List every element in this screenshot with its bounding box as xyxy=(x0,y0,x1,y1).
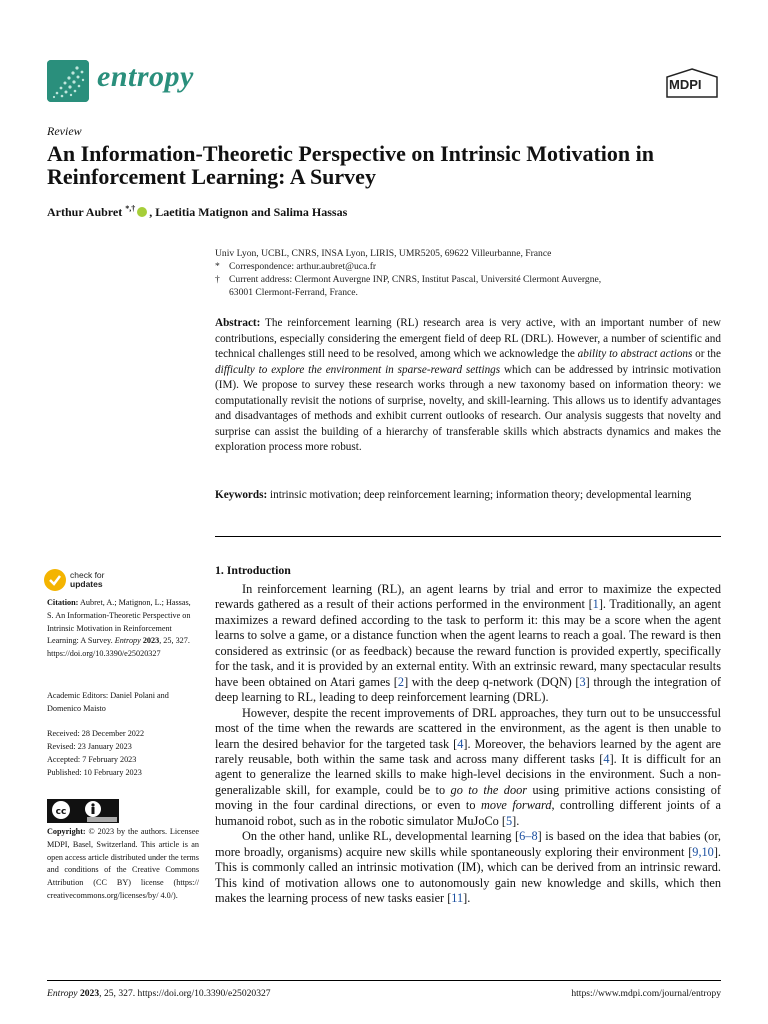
citation-year: 2023 xyxy=(140,636,160,646)
citation-doi[interactable]: , 25, 327. https://doi.org/10.3390/e25020327 xyxy=(47,636,190,659)
corr-text[interactable]: Correspondence: arthur.aubret@uca.fr xyxy=(229,261,377,272)
text: In reinforcement learning (RL), an agent learns by trial and error to maximize the expected rewards gathered as a result of their actions performed in the environment [ xyxy=(215,582,721,612)
text: , controlling different joints of a humanoid robot, such as in the robotic simulator MuJoCo [ xyxy=(215,798,721,828)
abstract-text-2: or the xyxy=(692,348,721,360)
published-date: Published: 10 February 2023 xyxy=(47,768,142,777)
text: ]. Moreover, the behaviors learned by the agent are rarely reusable, both within the same task and across many different tasks [ xyxy=(215,736,721,766)
citation-label: Citation: xyxy=(47,598,79,607)
corr-mark: * xyxy=(215,261,220,272)
text: ]. Traditionally, an agent maximizes a reward defined according to the task to perform it: this may be a score when the agent learns to solve a game, or a distance function when the agent learns to reach a goal. The reward is then considered as extrinsic (or as feedback) because the reward function is provided expertly, specifically for the task, and it is provided by an external entity. With an extrinsic reward, many spectacular results have been obtained on Atari games [ xyxy=(215,597,721,689)
author-list xyxy=(47,204,347,220)
academic-editors: Academic Editors: Daniel Polani and Domenico Maisto xyxy=(47,691,169,713)
text: ]. xyxy=(463,891,471,906)
revised-date: Revised: 23 January 2023 xyxy=(47,742,132,751)
abstract-em-1: ability to abstract actions xyxy=(577,348,693,360)
intro-paragraph-3 xyxy=(215,829,721,906)
footer-doi[interactable]: , 25, 327. https://doi.org/10.3390/e25020327 xyxy=(99,988,271,999)
citation-link[interactable]: 9,10 xyxy=(692,844,714,859)
section-heading: 1. Introduction xyxy=(215,563,291,577)
footer-year: 2023 xyxy=(77,988,100,999)
abstract-label: Abstract: xyxy=(215,317,261,329)
text: On the other hand, unlike RL, developmental learning [ xyxy=(242,829,520,844)
footer-journal-url[interactable]: https://www.mdpi.com/journal/entropy xyxy=(571,988,721,999)
text: ] with the deep q-network (DQN) [ xyxy=(404,674,580,689)
citation-link[interactable]: 1 xyxy=(592,597,599,612)
journal-logo-icon xyxy=(47,60,89,102)
text: ] through the integration of deep learning to RL, leading to deep reinforcement learning (DRL). xyxy=(215,674,722,705)
correspondence xyxy=(215,260,735,273)
text: ]. xyxy=(512,813,520,828)
citation-link[interactable]: 4 xyxy=(457,736,464,751)
citation-link[interactable]: 4 xyxy=(603,751,610,766)
citation-block xyxy=(47,597,199,661)
emphasis: go to the door xyxy=(450,782,528,797)
text: ] is based on the idea that babies (or, more broadly, organisms) acquire new skills while spontaneously exploring their environment [ xyxy=(215,829,722,859)
text: However, despite the recent improvements of DRL approaches, they turn out to be unsuccessful most of the time when the rewards are scattered in the environment, as the agent is then unable to learn the desired behavior for the targeted task [ xyxy=(215,705,721,751)
abstract-text-1: The reinforcement learning (RL) research area is very active, with an important number of new contributions, especially considering the emergent field of deep RL (DRL). However, a number of scientific and technical challenges still need to be resolved, among which we acknowledge the xyxy=(215,317,721,360)
current-address xyxy=(215,273,735,286)
check-icon xyxy=(44,569,66,591)
current-address-line-2: 63001 Clermont-Ferrand, France. xyxy=(229,287,358,298)
footer-divider xyxy=(47,980,721,981)
footer-journal: Entropy xyxy=(47,988,78,999)
citation-text: Aubret, A.; Matignon, L.; Hassas, S. An Information-Theoretic Perspective on Intrinsic Motivation in Reinforcement Learning: A Survey. xyxy=(47,598,191,646)
orcid-icon[interactable] xyxy=(137,207,147,217)
keywords-text: intrinsic motivation; deep reinforcement learning; information theory; developmental learning xyxy=(267,489,692,501)
abstract-text-3: which can be addressed by intrinsic motivation (IM). We propose to survey these research works through a new taxonomy based on information theory: we computationally revisit the notions of surprise, novelty, and skill-learning. This allows us to identify advantages and disadvantages of methods and exhibit current outlooks of research. Our analysis suggests that novelty and surprise can assist the building of a hierarchy of transferable skills which abstracts dynamics and makes the exploration process more robust. xyxy=(215,363,721,453)
emphasis: move forward xyxy=(480,798,552,813)
citation-link[interactable]: 3 xyxy=(579,674,586,689)
current-address-line-1: Current address: Clermont Auvergne INP, CNRS, Institut Pascal, Université Clermont Auvergne, xyxy=(229,274,602,285)
cc-by-license-icon[interactable] xyxy=(47,799,119,823)
copyright-label: Copyright: xyxy=(47,827,86,836)
keywords xyxy=(215,488,721,504)
author-others[interactable]: , Laetitia Matignon and Salima Hassas xyxy=(149,205,348,219)
citation-link[interactable]: 11 xyxy=(451,891,464,906)
author-marks: *,† xyxy=(125,204,136,213)
citation-link[interactable]: 5 xyxy=(506,813,513,828)
text: ]. This is commonly called an intrinsic motivation (IM), which can be derived from an intrinsic reward. This kind of motivation allows one to autonomously gain new knowledge and skills, which then makes the learning process of new tasks easier [ xyxy=(215,844,721,906)
citation-journal: Entropy xyxy=(114,636,141,646)
abstract-em-2: difficulty to explore the environment in sparse-reward settings xyxy=(215,363,501,376)
abstract xyxy=(215,316,721,456)
affiliation: Univ Lyon, UCBL, CNRS, INSA Lyon, LIRIS, UMR5205, 69622 Villeurbanne, France xyxy=(215,248,552,259)
keywords-label: Keywords: xyxy=(215,489,268,501)
copyright-block xyxy=(47,826,199,903)
received-date: Received: 28 December 2022 xyxy=(47,729,145,738)
check-label-1: check for xyxy=(70,570,105,580)
article-title: An Information-Theoretic Perspective on Intrinsic Motivation in Reinforcement Learning: A Survey xyxy=(47,141,654,189)
intro-body xyxy=(215,582,721,907)
current-mark: † xyxy=(215,274,220,285)
citation-link[interactable]: 6–8 xyxy=(519,829,538,844)
footer-citation xyxy=(47,988,271,999)
author-first[interactable]: Arthur Aubret xyxy=(47,205,126,219)
article-type: Review xyxy=(47,124,82,138)
text: using primitive actions consisting of moving in the four cardinal directions, or even to xyxy=(215,782,722,813)
journal-name: entropy xyxy=(97,60,194,93)
svg-text:cc: cc xyxy=(55,807,67,817)
intro-paragraph-1 xyxy=(215,582,721,706)
copyright-text: © 2023 by the authors. Licensee MDPI, Basel, Switzerland. This article is an open access article distributed under the terms and conditions of the Creative Commons Attribution (CC BY) license (https:// creativecommons.org/licenses/by/ 4.0/). xyxy=(47,827,199,900)
intro-paragraph-2 xyxy=(215,706,721,830)
check-label-2: updates xyxy=(70,579,103,589)
check-for-updates-label xyxy=(70,571,105,589)
text: ]. It is difficult for an agent to generalize the learned skills to make high-level decisions in the environment. Such a non-generalizable skill, for example, could be to xyxy=(215,751,722,797)
section-divider xyxy=(215,536,721,537)
citation-link[interactable]: 2 xyxy=(397,674,405,689)
accepted-date: Accepted: 7 February 2023 xyxy=(47,755,137,764)
publisher-name: MDPI xyxy=(669,77,702,92)
